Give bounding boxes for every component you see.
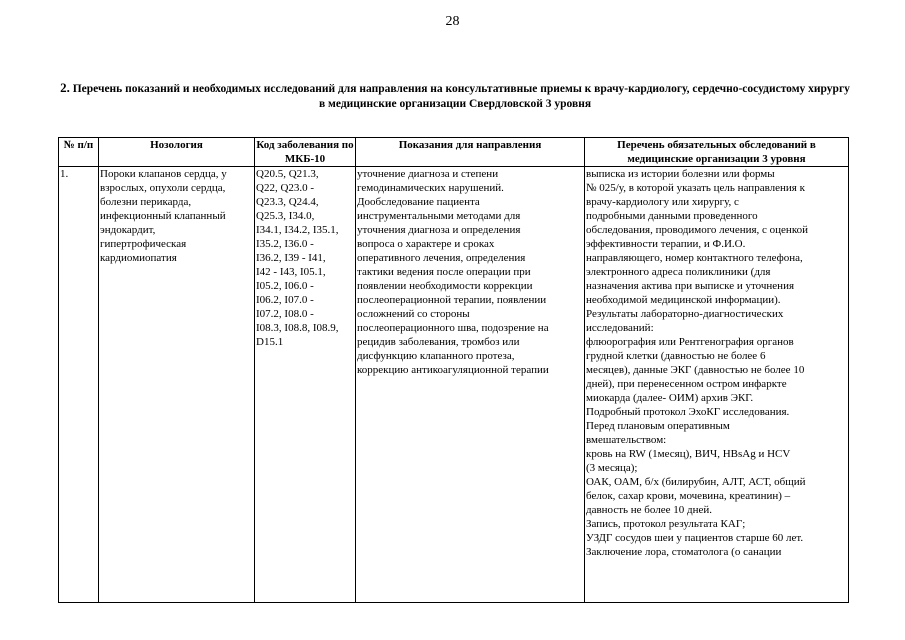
header-indications: Показания для направления bbox=[356, 138, 585, 167]
header-icd-code: Код заболевания по МКБ-10 bbox=[256, 139, 354, 165]
referral-table bbox=[58, 137, 849, 603]
header-number: № п/п bbox=[59, 138, 99, 167]
page-number: 28 bbox=[445, 14, 460, 29]
section-heading bbox=[60, 80, 850, 112]
row-icd-codes: Q20.5, Q21.3, Q22, Q23.0 - Q23.3, Q24.4, Q25.3, I34.0, I34.1, I34.2, I35.1, I35.2, I36.0 - I36.2, I39 - I41, I42 - I43, I05.1, I05.2, I06.0 - I06.2, I07.0 - I07.2, I08.0 - I08.3, I08.8, I08.9, D15.1 bbox=[255, 167, 356, 603]
section-number: 2. bbox=[60, 80, 70, 95]
header-examinations: Перечень обязательных обследований в медицинские организации 3 уровня bbox=[585, 138, 849, 167]
header-nosology: Нозология bbox=[99, 138, 255, 167]
section-title: Перечень показаний и необходимых исследований для направления на консультативные приемы к врачу-кардиологу, сердечно-сосудистому хирургу в медицинские организации Свердловской 3 уровня bbox=[72, 83, 850, 110]
row-nosology: Пороки клапанов сердца, у взрослых, опухоли сердца, болезни перикарда, инфекционный клапанный эндокардит, гипертрофическая кардиомиопатия bbox=[99, 167, 255, 603]
table-header-row bbox=[59, 138, 849, 167]
row-examinations: выписка из истории болезни или формы № 025/у, в которой указать цель направления к врачу-кардиологу или хирургу, с подробными данными проведенного обследования, проводимого лечения, с оценкой эффективности терапии, и Ф.И.О. направляющего, номер контактного телефона, электронного адреса поликлиники (для назначения актива при выписке и уточнения необходимой медицинской информации). Результаты лабораторно-диагностических исследований: флюорография или Рентгенография органов грудной клетки (давностью не более 6 месяцев), данные ЭКГ (давностью не более 10 дней), при перенесенном остром инфаркте миокарда (далее- ОИМ) архив ЭКГ. Подробный протокол ЭхоКГ исследования. Перед плановым оперативным вмешательством: кровь на RW (1месяц), ВИЧ, HBsAg и HCV (3 месяца); ОАК, ОАМ, б/х (билирубин, АЛТ, АСТ, общий белок, сахар крови, мочевина, креатинин) – давность не более 10 дней. Запись, протокол результата КАГ; УЗДГ сосудов шеи у пациентов старше 60 лет. Заключение лора, стоматолога (о санации bbox=[585, 167, 849, 603]
row-indications: уточнение диагноза и степени гемодинамических нарушений. Дообследование пациента инструментальными методами для уточнения диагноза и определения вопроса о характере и сроках оперативного лечения, определения тактики ведения после операции при появлении необходимости коррекции послеоперационной терапии, появлении осложнений со стороны послеоперационного шва, подозрение на рецидив заболевания, тромбоз или дисфункцию клапанного протеза, коррекцию антикоагуляционной терапии bbox=[356, 167, 585, 603]
table-row bbox=[59, 167, 849, 603]
row-number: 1. bbox=[59, 167, 99, 603]
